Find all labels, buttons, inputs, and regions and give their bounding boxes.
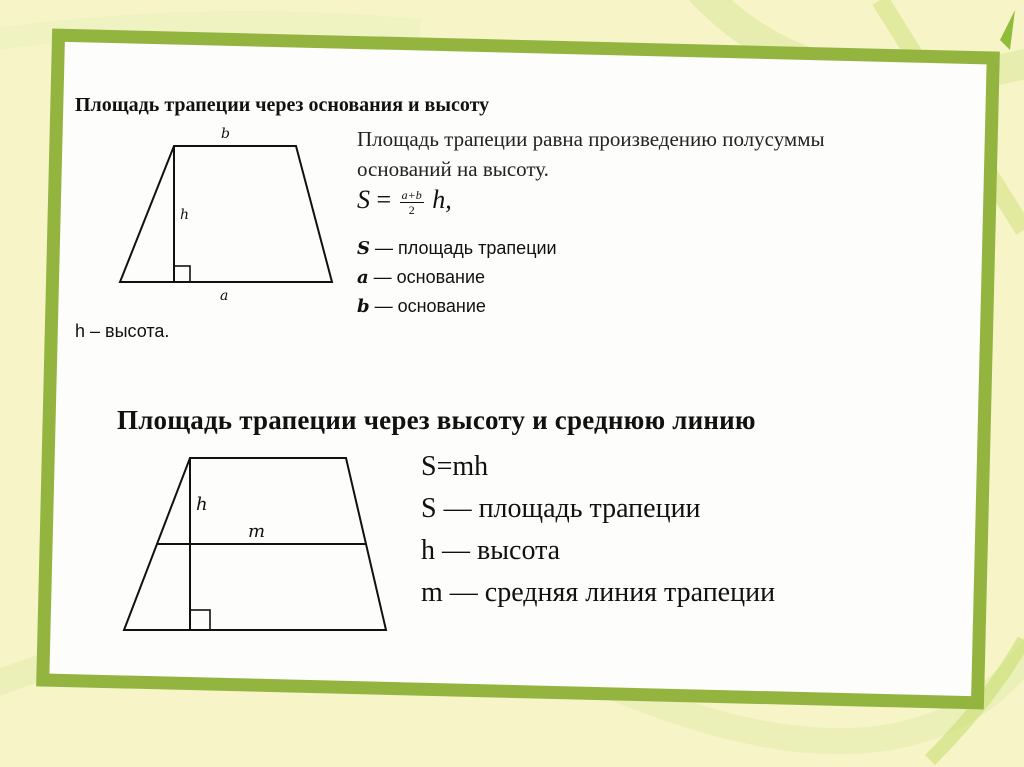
definition-symbol: a — [357, 267, 369, 288]
section1-title: Площадь трапеции через основания и высоту — [75, 94, 490, 116]
formula-lhs: S — [357, 185, 370, 214]
formula-numerator: a+b — [401, 187, 422, 202]
definition-symbol: S — [357, 238, 370, 259]
description-line-1: Площадь трапеции равна произведению полусуммы — [357, 127, 825, 151]
definition-text: — основание — [368, 267, 486, 287]
diagram1-label-h: h — [180, 207, 190, 223]
formula-fraction — [400, 188, 424, 217]
area-formula — [357, 185, 452, 217]
definition-item — [357, 234, 557, 263]
section2-line: h — высота — [421, 535, 561, 566]
diagram2-label-h: h — [196, 494, 208, 515]
trapezoid-diagram-1 — [110, 118, 345, 308]
diagram2-label-m: m — [248, 521, 266, 542]
diagram1-label-b: b — [221, 126, 230, 142]
section2-title: Площадь трапеции через высоту и среднюю линию — [117, 405, 756, 435]
definition-item — [357, 292, 557, 321]
definition-text: — площадь трапеции — [370, 238, 557, 258]
trapezoid-diagram-2 — [118, 452, 398, 642]
section1-description — [357, 124, 825, 184]
definition-text: — основание — [369, 296, 486, 316]
section2-line: m — средняя линия трапеции — [421, 577, 776, 608]
section2-list — [421, 446, 775, 614]
formula-tail: h, — [432, 185, 452, 214]
formula-equals: = — [376, 185, 392, 214]
diagram1-label-a: a — [220, 288, 229, 304]
formula-denominator: 2 — [408, 202, 415, 217]
definition-symbol: b — [357, 296, 370, 317]
description-line-2: оснований на высоту. — [357, 157, 549, 181]
height-note: h – высота. — [75, 321, 170, 341]
definitions-list — [357, 234, 557, 321]
definition-item — [357, 263, 557, 292]
section2-line: S=mh — [421, 451, 489, 482]
section2-line: S — площадь трапеции — [421, 493, 701, 524]
